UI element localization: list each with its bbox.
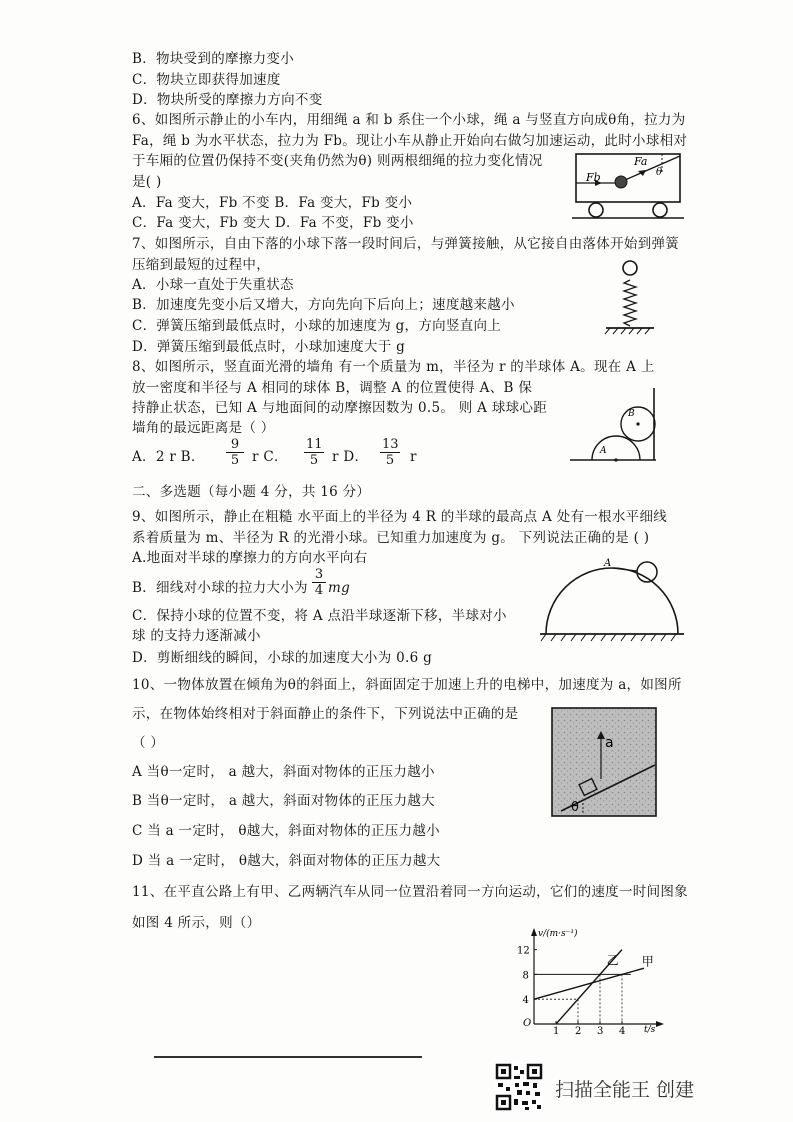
q9-option-d: D．剪断细线的瞬间，小球的加速度大小为 0.6 g <box>132 650 433 666</box>
q7-option-b: B．加速度先变小后又增大，方向先向下后向上；速度越来越小 <box>132 297 515 313</box>
q8-fraction-d: $\frac{13}{5}$ <box>382 437 399 468</box>
q9-option-c-1: C．保持小球的位置不变，将 A 点沿半球逐渐下移，半球对小 <box>132 608 507 624</box>
series-line-1 <box>534 968 644 999</box>
q10-stem-2: 示，在物体始终相对于斜面静止的条件下，下列说法中正确的是 <box>132 706 519 722</box>
q9-option-b: B．细线对小球的拉力大小为 <box>132 580 308 596</box>
x-tick-label: 1 <box>553 1026 560 1037</box>
q6-stem-3: 于车厢的位置仍保持不变(夹角仍然为θ) 则两根细绳的拉力变化情况 <box>132 153 543 169</box>
x-axis-label: t/s <box>644 1025 656 1035</box>
y-axis-label: v/(m·s⁻¹) <box>538 929 578 939</box>
q10-option-a: A 当θ一定时， a 越大，斜面对物体的正压力越小 <box>132 764 435 780</box>
sphere-a-label: A <box>600 446 607 456</box>
q8-stem-1: 8、如图所示，竖直面光滑的墙角 有一个质量为 m，半径为 r 的半球体 A。现在 A 上 <box>132 359 655 375</box>
q5-option-b: B．物块受到的摩擦力变小 <box>132 51 295 67</box>
q10-stem-1: 10、一物体放置在倾角为θ的斜面上，斜面固定于加速上升的电梯中，加速度为 a，如图所 <box>132 677 682 693</box>
q10-option-c: C 当 a 一定时， θ越大，斜面对物体的正压力越小 <box>132 823 440 839</box>
scanner-watermark-text: 扫描全能王 创建 <box>555 1079 695 1101</box>
q5-option-d: D．物块所受的摩擦力方向不变 <box>132 92 323 108</box>
q6-stem-4: 是( ) <box>132 174 162 190</box>
q10-stem-3: （ ） <box>132 735 165 751</box>
series-label-2: 乙 <box>606 953 619 968</box>
q8-fraction-c: $\frac{11}{5}$ <box>306 437 323 468</box>
cart-fb-label: Fb <box>586 171 601 184</box>
bottom-rule <box>154 1054 424 1060</box>
spring-figure <box>600 258 660 343</box>
q7-option-c: C．弹簧压缩到最低点时，小球的加速度为 g，方向竖直向上 <box>132 318 502 334</box>
q10-option-d: D 当 a 一定时， θ越大，斜面对物体的正压力越大 <box>132 853 441 869</box>
sphere-b-label: B <box>628 409 635 419</box>
q9-option-b-mg: mg <box>328 580 351 596</box>
q8-option-c-label: r C． <box>252 449 288 465</box>
q9-stem-2: 系着质量为 m、半径为 R 的光滑小球。已知重力加速度为 g。 下列说法正确的是 ( ) <box>132 530 650 546</box>
elevator-theta-label: θ <box>571 800 579 815</box>
q7-option-a: A．小球一直处于失重状态 <box>132 277 294 293</box>
section-multiple-choice-heading: 二、多选题（每小题 4 分，共 16 分） <box>132 484 371 500</box>
q8-fraction-b: $\frac{9}{5}$ <box>226 437 244 468</box>
x-tick-label: 2 <box>575 1026 582 1037</box>
q8-stem-4: 墙角的最远距离是（ ） <box>132 420 275 436</box>
y-tick-label: 12 <box>517 945 530 957</box>
series-label-1: 甲 <box>641 954 654 969</box>
q5-option-c: C．物块立即获得加速度 <box>132 72 281 88</box>
q8-option-d-unit: r <box>410 449 417 465</box>
velocity-time-chart <box>510 924 670 1037</box>
spheres-figure <box>570 388 666 464</box>
elevator-figure <box>551 707 657 817</box>
q9-stem-1: 9、如图所示，静止在粗糙 水平面上的半径为 4 R 的半球的最高点 A 处有一根水平细线 <box>132 509 668 525</box>
x-tick-label: 4 <box>619 1026 626 1037</box>
q8-stem-3: 持静止状态，已知 A 与地面间的动摩擦因数为 0.5。 则 A 球球心距 <box>132 400 548 416</box>
x-tick-label: 3 <box>597 1026 604 1037</box>
cart-fa-label: Fa <box>634 155 648 168</box>
q7-stem-1: 7、如图所示，自由下落的小球下落一段时间后，与弹簧接触，从它接自由落体开始到弹簧 <box>132 236 680 252</box>
q9-option-c-2: 球 的支持力逐渐减小 <box>132 628 261 644</box>
q7-stem-2: 压缩到最短的过程中， <box>132 257 270 273</box>
cart-theta-label: θ <box>656 167 663 178</box>
q9-option-a: A.地面对半球的摩擦力的方向水平向右 <box>132 550 368 566</box>
hemisphere-a-label: A <box>604 558 612 569</box>
q7-option-d: D．弹簧压缩到最低点时，小球加速度大于 g <box>132 339 406 355</box>
cart-figure <box>568 148 688 226</box>
hemisphere-figure <box>538 556 686 644</box>
q11-stem-1: 11、在平直公路上有甲、乙两辆汽车从同一位置沿着同一方向运动，它们的速度一时间图象 <box>132 884 688 900</box>
q6-stem-1: 6、如图所示静止的小车内，用细绳 a 和 b 系住一个小球，绳 a 与竖直方向成θ角，拉力为 <box>132 112 686 128</box>
q6-stem-2: Fa，绳 b 为水平状态，拉力为 Fb。现让小车从静止开始向右做匀加速运动，此时小球相对 <box>132 133 688 149</box>
q8-option-a-b: A．2 r B． <box>132 449 205 465</box>
q8-stem-2: 放一密度和半径与 A 相同的球体 B，调整 A 的位置使得 A、B 保 <box>132 380 533 396</box>
elevator-accel-label: a <box>605 735 614 751</box>
q6-options-cd: C．Fa 变大，Fb 变大 D．Fa 不变，Fb 变小 <box>132 215 414 231</box>
qr-code-icon <box>495 1063 543 1111</box>
q9-fraction-b: $\frac{3}{4}$ <box>312 567 326 598</box>
q10-option-b: B 当θ一定时， a 越大，斜面对物体的正压力越大 <box>132 793 435 809</box>
origin-label: O <box>523 1018 532 1029</box>
y-tick-label: 4 <box>522 995 529 1007</box>
q11-stem-2: 如图 4 所示，则（） <box>132 915 261 931</box>
q8-option-d-label: r D． <box>332 449 369 465</box>
q6-options-ab: A．Fa 变大，Fb 不变 B．Fa 变大，Fb 变小 <box>132 195 413 211</box>
y-tick-label: 8 <box>522 970 529 982</box>
